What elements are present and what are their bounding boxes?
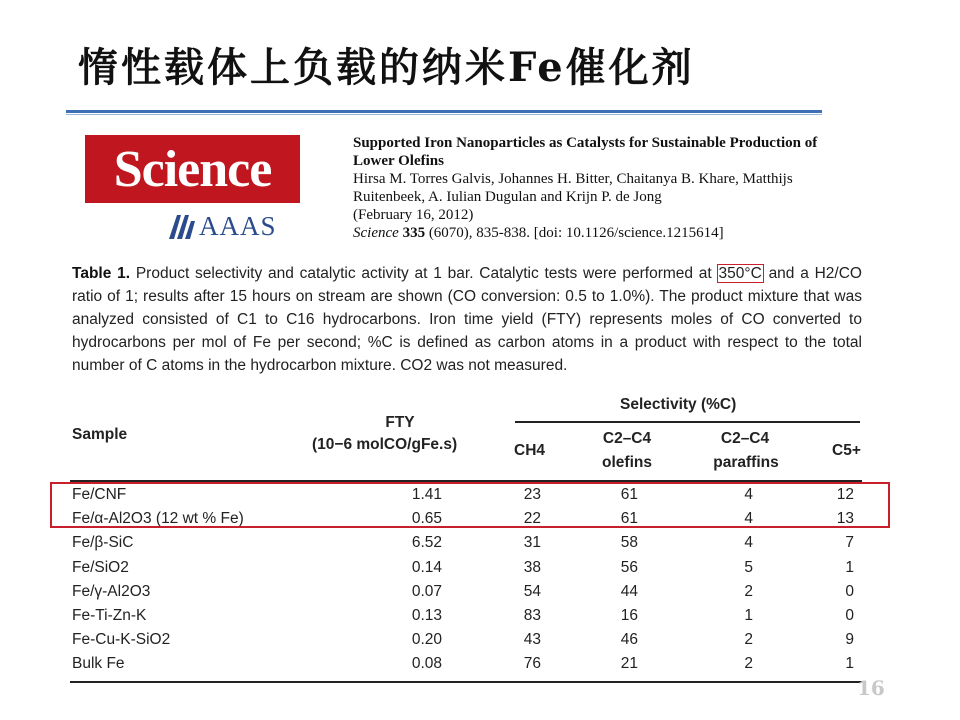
cell-sample: Bulk Fe xyxy=(72,655,125,673)
selectivity-rule xyxy=(515,421,860,423)
caption-label: Table 1. xyxy=(72,265,131,282)
cell-fty: 0.13 xyxy=(411,606,442,624)
cell-paraffins: 4 xyxy=(744,534,753,552)
article-date: (February 16, 2012) xyxy=(353,207,474,223)
header-sample: Sample xyxy=(72,426,128,443)
table-row xyxy=(70,605,862,629)
cell-fty: 0.20 xyxy=(411,631,442,649)
cell-sample: Fe/CNF xyxy=(72,486,127,503)
header-olefins: olefins xyxy=(602,454,652,471)
article-authors: Hirsa M. Torres Galvis, Johannes H. Bitter, Chaitanya B. Khare, Matthijs Ruitenbeek, A. Iulian Dugulan and Krijn P. de Jong xyxy=(353,171,793,205)
cell-c5: 0 xyxy=(845,606,854,624)
cell-paraffins: 4 xyxy=(744,486,753,503)
cell-olefins: 44 xyxy=(620,582,638,600)
table-row xyxy=(70,653,862,677)
cell-paraffins: 5 xyxy=(744,558,753,576)
science-logo-banner xyxy=(85,135,300,203)
cell-fty: 1.41 xyxy=(411,486,442,503)
cell-olefins: 21 xyxy=(620,655,638,673)
temperature-highlight: 350°C xyxy=(718,265,762,282)
cell-c5: 9 xyxy=(845,631,854,649)
header-paraffins: paraffins xyxy=(713,454,779,471)
journal-volume: 335 xyxy=(402,225,426,241)
cell-ch4: 43 xyxy=(523,631,541,649)
cell-paraffins: 2 xyxy=(744,655,753,673)
header-olefins-c2c4: C2–C4 xyxy=(602,430,652,447)
slide-title: 惰性载体上负载的纳米Fe催化剂 xyxy=(78,44,695,91)
cell-c5: 1 xyxy=(845,655,854,673)
header-c5: C5+ xyxy=(832,442,861,459)
cell-paraffins: 4 xyxy=(744,510,753,528)
cell-c5: 7 xyxy=(845,534,854,552)
cell-sample: Fe/SiO2 xyxy=(72,558,129,576)
cell-fty: 6.52 xyxy=(411,534,442,552)
science-logo-word: Science xyxy=(113,140,272,198)
cell-c5: 12 xyxy=(836,486,854,503)
cell-paraffins: 2 xyxy=(744,582,753,600)
cell-ch4: 83 xyxy=(523,606,541,624)
science-logo xyxy=(85,135,300,245)
aaas-logo-icon xyxy=(169,215,195,239)
cell-ch4: 23 xyxy=(523,486,541,503)
header-fty: FTY xyxy=(385,414,415,431)
cell-sample: Fe/β-SiC xyxy=(72,534,134,552)
cell-sample: Fe-Ti-Zn-K xyxy=(72,606,147,624)
cell-fty: 0.08 xyxy=(411,655,442,673)
header-selectivity: Selectivity (%C) xyxy=(620,396,737,413)
table-row xyxy=(70,532,862,556)
highlight-box xyxy=(50,482,890,528)
cell-ch4: 38 xyxy=(523,558,541,576)
cell-ch4: 76 xyxy=(523,655,541,673)
table-header xyxy=(70,390,862,480)
cell-paraffins: 1 xyxy=(744,606,753,624)
caption-text-1: Product selectivity and catalytic activity at 1 bar. Catalytic tests were performed at xyxy=(135,265,712,282)
table-caption xyxy=(72,262,862,377)
cell-olefins: 16 xyxy=(620,606,638,624)
article-reference xyxy=(353,224,823,242)
cell-sample: Fe-Cu-K-SiO2 xyxy=(72,631,171,649)
cell-ch4: 22 xyxy=(523,510,541,528)
header-paraffins-c2c4: C2–C4 xyxy=(720,430,770,447)
cell-fty: 0.65 xyxy=(411,510,442,528)
cell-olefins: 56 xyxy=(620,558,638,576)
cell-ch4: 31 xyxy=(523,534,541,552)
journal-name: Science xyxy=(353,225,399,241)
caption-text-2: and a H2/CO ratio of 1; results after 15 hours on stream are shown (CO conversion: 0.5 to 1.0%). The product mixture that was analyzed consisted of C1 to C16 hydrocarbons. Iron time yield (FTY) represents moles of CO converted to hydrocarbons per mol of Fe per second; %C is defined as carbon atoms in a product with respect to the total number of C atoms in the hydrocarbon mixture. CO2 was not measured. xyxy=(72,265,862,374)
cell-olefins: 61 xyxy=(620,486,638,503)
table-bottom-rule xyxy=(70,681,862,683)
cell-fty: 0.07 xyxy=(411,582,442,600)
cell-olefins: 58 xyxy=(620,534,638,552)
table-row xyxy=(70,581,862,605)
cell-paraffins: 2 xyxy=(744,631,753,649)
journal-issue-pages: (6070), 835-838. [doi: 10.1126/science.1215614] xyxy=(428,225,724,241)
cell-olefins: 46 xyxy=(620,631,638,649)
header-rule xyxy=(66,110,822,113)
aaas-logo-text: AAAS xyxy=(199,211,277,241)
cell-sample: Fe/α-Al2O3 (12 wt % Fe) xyxy=(72,510,244,528)
header-ch4: CH4 xyxy=(514,442,546,459)
citation xyxy=(353,134,823,242)
cell-olefins: 61 xyxy=(620,510,638,528)
header-rule-shadow xyxy=(66,114,822,115)
cell-ch4: 54 xyxy=(523,582,541,600)
article-title: Supported Iron Nanoparticles as Catalysts for Sustainable Production of Lower Olefins xyxy=(353,135,818,169)
cell-fty: 0.14 xyxy=(411,558,442,576)
header-fty-unit: (10−6 molCO/gFe.s) xyxy=(312,436,458,453)
table-row xyxy=(70,557,862,581)
cell-c5: 13 xyxy=(836,510,854,528)
cell-c5: 1 xyxy=(845,558,854,576)
cell-c5: 0 xyxy=(845,582,854,600)
cell-sample: Fe/γ-Al2O3 xyxy=(72,582,151,600)
page-number: 16 xyxy=(857,676,885,700)
table-row xyxy=(70,629,862,653)
